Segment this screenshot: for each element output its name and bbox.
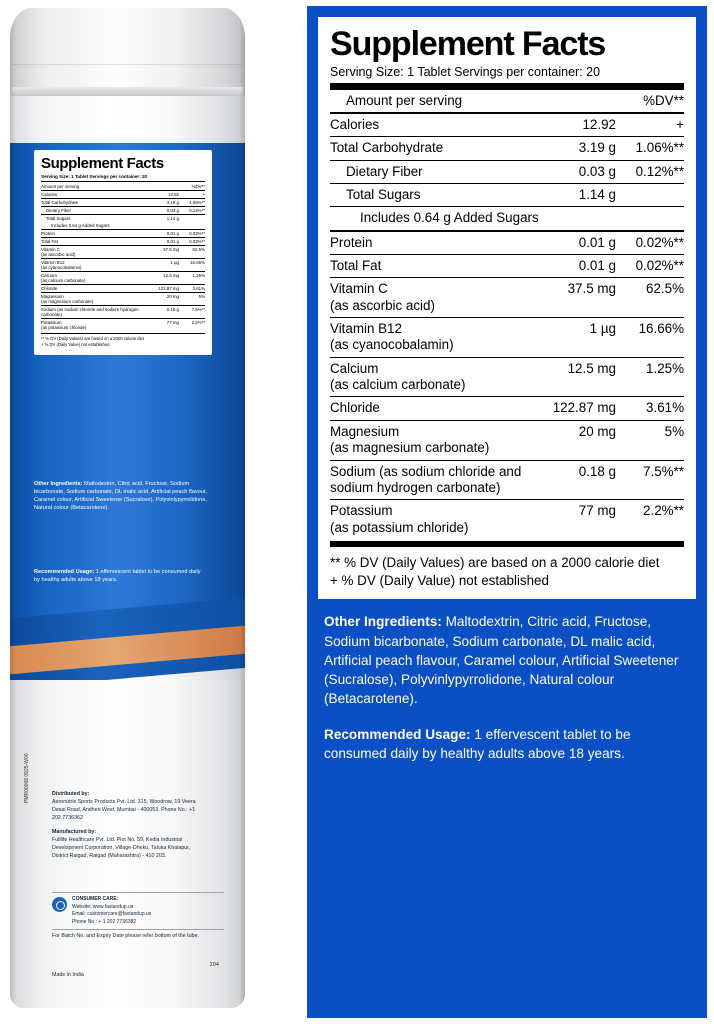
table-row: Vitamin C (as ascorbic acid) 37.5 mg 62.5% — [41, 247, 205, 257]
tube-facts-title: Supplement Facts — [41, 155, 164, 172]
recommended-usage-label: Recommended Usage: — [324, 726, 471, 742]
supplement-facts-panel — [307, 6, 707, 1018]
tube-other-ingredients: Other Ingredients: Maltodextrin, Citric acid, Fructose, Sodium bicarbonate, Sodium carbonate, DL malic acid, Artificial peach flavour, Caramel colour, Artificial Sweetener (Sucralose), Polyvinlypyrrolidone, Natural colour (Betacarotene). — [34, 481, 207, 512]
footnote-not-established: + % DV (Daily Value) not established — [330, 572, 549, 588]
tube-supplement-facts-label — [34, 150, 212, 355]
table-row: Calcium (as calcium carbonate) 12.5 mg 1.25% — [330, 357, 684, 397]
table-row: Sodium (as sodium chloride and sodium hydrogen carbonate) 0.18 g 7.5%** — [41, 307, 205, 317]
tube-batch-code: PMR00008 0925-W00 — [24, 753, 30, 803]
tube-facts-table — [41, 183, 205, 331]
table-row: Chloride 122.87 mg 3.61% — [41, 286, 205, 291]
tube-col-amount: Amount per serving — [41, 184, 80, 189]
recommended-usage-text: 1 effervescent tablet to be consumed daily by healthy adults above 18 years. — [324, 726, 631, 762]
table-row: Includes 0.64 g Added Sugars — [330, 207, 684, 231]
table-row: Chloride 122.87 mg 3.61% — [330, 397, 684, 420]
other-ingredients-text: Maltodextrin, Citric acid, Fructose, Sodium bicarbonate, Sodium carbonate, DL malic acid, Artificial peach flavour, Caramel colour, Artificial Sweetener (Sucralose), Polyvinlypyrrolidone, Natural colour (Betacarotene). — [324, 614, 679, 707]
table-row: Protein 0.01 g 0.02%** — [330, 231, 684, 255]
product-photo — [0, 0, 300, 1024]
tube-cap — [10, 8, 245, 96]
tube-facts-serving: Serving Size: 1 Tablet Servings per container: 20 — [41, 174, 205, 182]
consumer-care-box — [52, 892, 224, 930]
facts-footnotes — [330, 541, 684, 589]
table-row: Vitamin B12 (as cyanocobalamin) 1 µg 16.66% — [330, 318, 684, 358]
made-in-label: Made in India — [52, 972, 84, 978]
distributed-by-text: Aeronutrix Sports Products Pvt. Ltd. 315, Woodrow, 19 Veera Desai Road, Andheri West, Mumbai - 400053. Phone No.: +1 202 7736362 — [52, 798, 196, 821]
cap-ridge — [13, 64, 242, 65]
facts-card — [318, 17, 696, 599]
page-title: Supplement Facts — [330, 25, 606, 63]
tube-net-quantity: 204 — [209, 962, 219, 968]
amount-per-serving-header: Amount per serving — [346, 92, 463, 108]
table-row: Total Carbohydrate 3.19 g 1.06%** — [330, 137, 684, 160]
tube-left-shadow — [10, 8, 16, 1008]
table-row: Calories 12.92 + — [41, 192, 205, 197]
manufactured-by-label: Manufactured by: — [52, 828, 97, 835]
table-row: Includes 0.64 g Added Sugars — [51, 223, 110, 228]
table-row: Vitamin B12 (as cyanocobalamin) 1 µg 16.66% — [41, 260, 205, 270]
tube-right-shadow — [239, 8, 245, 1008]
table-row: Potassium (as potassium chloride) 77 mg 2.2%** — [41, 320, 205, 330]
table-row: Vitamin C (as ascorbic acid) 37.5 mg 62.5% — [330, 278, 684, 318]
table-row: Calcium (as calcium carbonate) 12.5 mg 1.25% — [41, 273, 205, 283]
footnote-daily-values: ** % DV (Daily Values) are based on a 2000 calorie diet — [330, 554, 660, 570]
dv-header: %DV** — [643, 92, 684, 108]
tube-address-block — [52, 791, 202, 861]
table-row: Potassium (as potassium chloride) 77 mg 2.2%** — [330, 500, 684, 539]
product-tube — [10, 8, 245, 1008]
table-row: Total Fat 0.01 g 0.02%** — [41, 239, 205, 244]
nutrition-table — [330, 90, 684, 539]
table-row: Dietary Fiber 0.03 g 0.12%** — [41, 207, 205, 215]
table-row: Total Sugars 1.14 g — [41, 215, 205, 223]
care-email: Email: customercare@fastandup.us — [72, 911, 152, 917]
tube-col-dv: %DV** — [191, 184, 205, 189]
manufactured-by-text: Fulllife Healthcare Pvt. Ltd. Plot No. 59, Kedia Industrial Development Corporation, Village-Dheku, Taluka Khalapur, District Raigad, Raigad (Maharashtra) - 410 203. — [52, 836, 191, 859]
table-row: Total Carbohydrate 3.19 g 1.06%** — [41, 200, 205, 205]
table-row: Total Fat 0.01 g 0.02%** — [330, 255, 684, 278]
table-row: Magnesium (as magnesium carbonate) 20 mg 5% — [41, 294, 205, 304]
batch-expiry-note: For Batch No. and Expiry Date please refer bottom of the tube. — [52, 933, 199, 939]
table-row: Calories 12.92 + — [330, 113, 684, 137]
other-ingredients-label: Other Ingredients: — [324, 614, 442, 630]
tube-facts-footnote: ** % DV (Daily Values) are based on a 2000 calorie diet + % DV (Daily Value) not established — [41, 333, 205, 347]
serving-size-line: Serving Size: 1 Tablet Servings per container: 20 — [330, 65, 684, 90]
consumer-care-label: CONSUMER CARE: — [72, 896, 119, 902]
table-row: Dietary Fiber 0.03 g 0.12%** — [330, 160, 684, 183]
table-row: Sodium (as sodium chloride and sodium hydrogen carbonate) 0.18 g 7.5%** — [330, 460, 684, 500]
table-row — [41, 183, 205, 191]
care-phone: Phone No : + 1 202 7736382 — [72, 918, 137, 925]
tube-recommended-usage: Recommended Usage: 1 effervescent tablet to be consumed daily by healthy adults above 18 years. — [34, 569, 201, 584]
table-row: Total Sugars 1.14 g — [330, 184, 684, 207]
table-row: Protein 0.01 g 0.02%** — [41, 231, 205, 236]
care-website: Website: www.fastandup.us — [72, 903, 134, 910]
recommended-usage-section — [324, 725, 692, 764]
table-row-header — [330, 90, 684, 113]
support-icon — [52, 897, 67, 912]
distributed-by-label: Distributed by: — [52, 791, 90, 797]
table-row: Magnesium (as magnesium carbonate) 20 mg 5% — [330, 420, 684, 460]
other-ingredients-section — [324, 612, 692, 708]
